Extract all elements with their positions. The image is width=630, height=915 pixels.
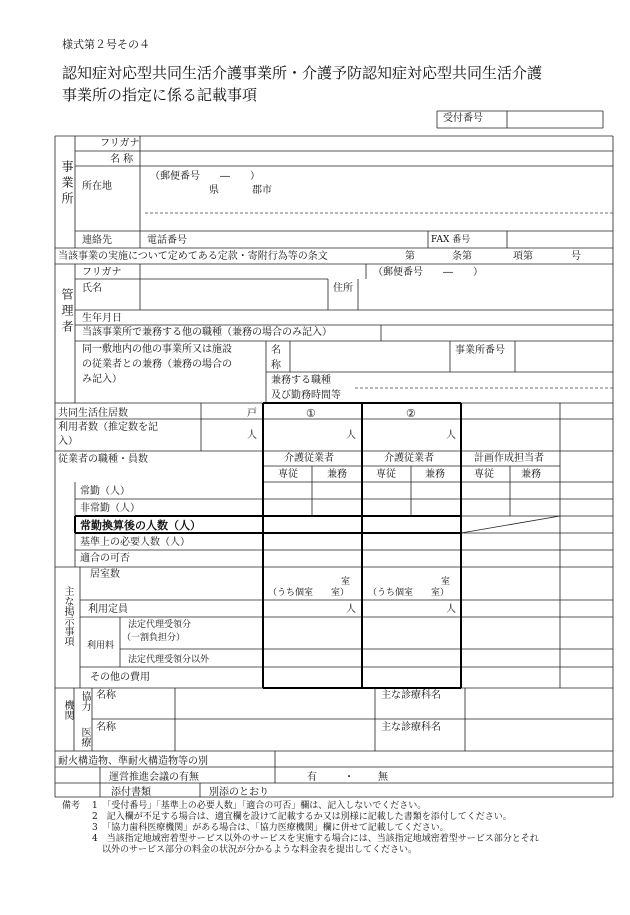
manager-site-name-2: 称: [271, 360, 281, 371]
fireproof-label: 耐火構造物、準耐火構造物等の別: [58, 756, 208, 767]
council-separator: ・: [344, 772, 354, 783]
statutory-line2: （一割負担分）: [122, 633, 186, 643]
unit-1-header: ①: [306, 407, 316, 420]
capacity-unit-1: 人: [346, 604, 356, 615]
capacity-label: 利用定員: [88, 604, 128, 615]
partner-group-label-2: 医療: [79, 727, 90, 747]
articles-jou: 条第: [452, 251, 472, 262]
unit-2-header: ②: [406, 407, 416, 420]
council-label: 運営推進会議の有無: [109, 772, 199, 783]
staff-label: 従業者の職種・員数: [58, 454, 148, 465]
manager-duty-line2: 及び勤務時間等: [271, 390, 341, 401]
note-1: 1 「受付番号」「基準上の必要人数」「適合の可否」欄は、記入しないでください。: [92, 801, 427, 811]
office-phone-label: 電話番号: [147, 235, 187, 246]
capacity-unit-2: 人: [446, 604, 456, 615]
diagonal-strike: [461, 516, 560, 533]
main-items-group-label: 主な掲示事項: [62, 586, 73, 646]
manager-furigana-label: フリガナ: [82, 267, 122, 278]
council-no[interactable]: 無: [378, 772, 388, 783]
office-prefecture: 県: [209, 185, 219, 196]
office-contact-label: 連絡先: [82, 235, 112, 246]
other-costs-label: その他の費用: [90, 672, 150, 683]
care2-fulltime-only: 専従: [376, 469, 396, 480]
care-worker-2-header: 介護従業者: [384, 453, 434, 464]
planner-concurrent: 兼務: [521, 469, 541, 480]
partner-group-label-3: 機関: [62, 700, 73, 720]
staff-fulltime-label: 常勤（人）: [80, 486, 130, 497]
rooms-unit-1: 室: [341, 577, 351, 587]
care1-concurrent: 兼務: [327, 469, 347, 480]
manager-duty-line1: 兼務する職種: [271, 375, 331, 386]
attachments-value: 別添のとおり: [209, 787, 269, 798]
partner1-name-label: 名称: [96, 690, 116, 701]
partner-group-label-1: 協力: [79, 691, 90, 711]
staff-required-label: 基準上の必要人数（人）: [80, 537, 190, 548]
office-fax-label: FAX 番号: [431, 235, 471, 245]
articles-dai: 第: [405, 251, 415, 262]
manager-birth-label: 生年月日: [82, 313, 122, 324]
receipt-number-label: 受付番号: [443, 113, 483, 124]
office-furigana-label: フリガナ: [100, 138, 140, 149]
note-2: 2 記入欄が不足する場合は、適宜欄を設けて記載するか又は別様に記載した書類を添付してください。: [92, 812, 512, 822]
manager-other-site-line2: の従業者との兼務（兼務の場合の: [82, 359, 232, 370]
office-postal-code: （郵便番号 ― ）: [150, 171, 260, 182]
manager-site-name-1: 名: [271, 345, 281, 356]
manager-other-site-line3: み記入）: [82, 374, 122, 385]
partner1-dept-label: 主な診療科名: [381, 690, 441, 701]
residences-unit: 戸: [247, 408, 257, 419]
manager-address-label: 住所: [333, 283, 353, 294]
staff-fte-label: 常勤換算後の人数（人）: [80, 519, 201, 532]
users-label-line2: 入）: [58, 436, 78, 447]
office-name-label: 名 称: [110, 154, 134, 165]
planner-fulltime-only: 専従: [474, 469, 494, 480]
receipt-number-field[interactable]: [508, 113, 602, 128]
manager-name-label: 氏名: [82, 283, 102, 294]
users-unit-total: 人: [247, 430, 257, 441]
private-rooms-2: （うち個室 室）: [368, 588, 450, 598]
council-yes[interactable]: 有: [307, 772, 317, 783]
partner2-dept-label: 主な診療科名: [381, 722, 441, 733]
form-title-line1: 認知症対応型共同生活介護事業所・介護予防認知症対応型共同生活介護: [62, 64, 543, 82]
note-4a: 4 当該指定地域密着型サービス以外のサービスを実施する場合には、当該指定地域密着型サービス部分とそれ: [92, 834, 539, 844]
staff-parttime-label: 非常勤（人）: [80, 503, 140, 514]
planner-header: 計画作成担当者: [474, 453, 544, 464]
office-group-label: 事業所: [60, 160, 74, 208]
rooms-label: 居室数: [90, 569, 120, 580]
users-label-line1: 利用者数（推定数を記: [58, 422, 158, 433]
non-statutory-label: 法定代理受領分以外: [128, 655, 210, 665]
form-title-line2: 事業所の指定に係る記載事項: [62, 86, 258, 104]
manager-office-number-label: 事業所番号: [455, 345, 505, 356]
articles-label: 当該事業の実施について定めてある定款・寄附行為等の条文: [58, 251, 328, 262]
care-worker-1-header: 介護従業者: [284, 453, 334, 464]
notes-head: 備考: [62, 801, 81, 811]
usage-fee-label: 利用料: [87, 641, 115, 651]
rooms-unit-2: 室: [441, 577, 451, 587]
articles-gou: 号: [571, 251, 581, 262]
users-unit-1: 人: [346, 430, 356, 441]
care1-fulltime-only: 専従: [278, 469, 298, 480]
residences-label: 共同生活住居数: [58, 408, 128, 419]
users-unit-2: 人: [446, 430, 456, 441]
staff-adequacy-label: 適合の可否: [80, 553, 130, 564]
office-address-label: 所在地: [82, 181, 112, 192]
partner2-name-label: 名称: [96, 722, 116, 733]
manager-concurrent-role-label: 当該事業所で兼務する他の職種（兼務の場合のみ記入）: [82, 327, 332, 338]
statutory-line1: 法定代理受領分: [128, 620, 192, 630]
manager-group-label: 管理者: [60, 288, 74, 336]
office-city: 郡市: [252, 185, 272, 196]
articles-kou: 項第: [513, 251, 533, 262]
manager-other-site-line1: 同一敷地内の他の事業所又は施設: [82, 344, 232, 355]
attachments-label: 添付書類: [111, 787, 151, 798]
form-number: 様式第２号その４: [62, 38, 150, 51]
care2-concurrent: 兼務: [425, 469, 445, 480]
private-rooms-1: （うち個室 室）: [268, 588, 350, 598]
note-4b: 以外のサービス部分の料金の状況が分かるような料金表を提出してください。: [102, 845, 418, 855]
note-3: 3 「協力歯科医療機関」がある場合は、「協力医療機関」欄に併せて記載してください。: [92, 823, 449, 833]
manager-postal-code: （郵便番号 ― ）: [373, 267, 483, 278]
